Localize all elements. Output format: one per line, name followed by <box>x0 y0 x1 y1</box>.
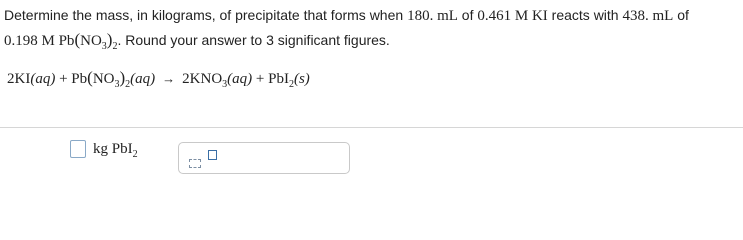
product-sub-3: 3 <box>222 79 228 90</box>
answer-input[interactable] <box>70 140 86 158</box>
chemical-equation <box>7 68 310 88</box>
question-part3: . Round your answer to 3 significant figures. <box>117 32 390 48</box>
section-divider <box>0 127 743 128</box>
answer-unit <box>93 141 138 158</box>
unit-formula: PbI <box>111 140 133 157</box>
plus-sign-1: + <box>55 71 72 87</box>
question-of1: of <box>457 7 478 23</box>
product-kno3-phase: (aq) <box>227 71 253 87</box>
question-of2: of <box>673 7 689 23</box>
subscript-3: 3 <box>101 41 107 52</box>
math-format-panel <box>178 142 350 174</box>
product-pbi2-phase: (s) <box>293 71 310 87</box>
volume-ki: 180. mL <box>407 8 458 24</box>
concentration-pbno3-value: 0.198 M <box>4 33 55 49</box>
reactant-ki-phase: (aq) <box>30 71 56 87</box>
formula-pb: Pb <box>58 33 75 49</box>
reactant-paren-open: ( <box>87 68 93 87</box>
reactant-paren-close: ) <box>119 68 126 87</box>
reactant-ki: 2KI <box>7 71 31 87</box>
paren-open: ( <box>74 30 81 49</box>
concentration-pbno3 <box>4 30 118 52</box>
reactant-pbno3-phase: (aq) <box>130 71 156 87</box>
volume-pbno3: 438. mL <box>622 8 674 24</box>
subscript-2: 2 <box>112 41 118 52</box>
reactant-sub-2: 2 <box>125 79 131 90</box>
plus-sign-2: + <box>252 71 269 87</box>
scientific-notation-icon[interactable] <box>189 150 223 168</box>
unit-kg: kg <box>93 140 108 157</box>
answer-row <box>70 140 138 158</box>
product-pbi: PbI <box>268 71 289 87</box>
question-text <box>4 4 740 53</box>
formula-no: NO <box>80 33 102 49</box>
reactant-pb: Pb <box>71 71 88 87</box>
question-part2: reacts with <box>547 7 623 23</box>
reaction-arrow-icon: → <box>162 71 176 86</box>
concentration-ki: 0.461 M KI <box>477 8 548 24</box>
product-sub-2: 2 <box>288 79 294 90</box>
question-part1: Determine the mass, in kilograms, of precipitate that forms when <box>4 7 408 23</box>
product-kno3: 2KNO <box>182 71 223 87</box>
unit-subscript: 2 <box>132 148 138 160</box>
reactant-no: NO <box>92 71 115 87</box>
sci-base-box <box>189 159 201 168</box>
paren-close: ) <box>106 30 113 49</box>
sci-exponent-box <box>208 150 217 160</box>
reactant-sub-3: 3 <box>114 79 120 90</box>
